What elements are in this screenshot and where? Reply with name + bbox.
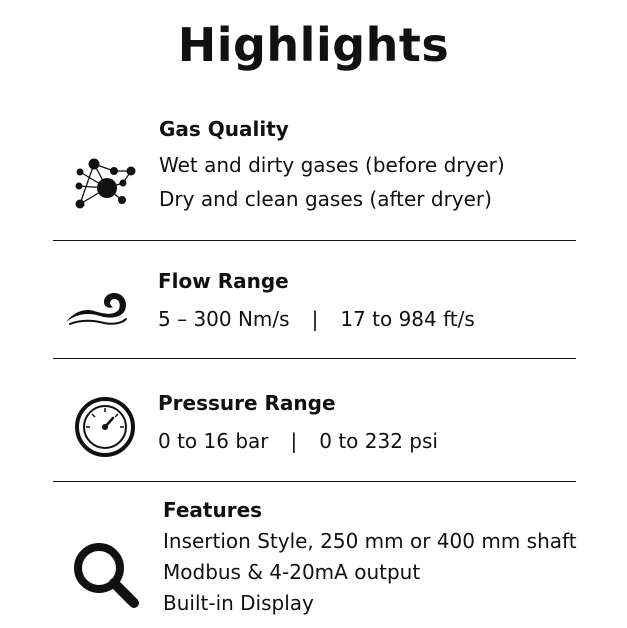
value-separator: | bbox=[290, 429, 298, 453]
pressure-range-metric: 0 to 16 bar bbox=[158, 429, 269, 453]
section-heading: Flow Range bbox=[158, 269, 289, 293]
section-heading: Pressure Range bbox=[158, 391, 336, 415]
feature-item: Insertion Style, 250 mm or 400 mm shaft bbox=[163, 529, 577, 553]
value-separator: | bbox=[311, 307, 319, 331]
flow-range-values bbox=[158, 307, 475, 331]
flow-range-imperial: 17 to 984 ft/s bbox=[340, 307, 475, 331]
divider bbox=[53, 240, 576, 241]
pressure-range-imperial: 0 to 232 psi bbox=[319, 429, 438, 453]
search-icon bbox=[72, 541, 142, 611]
section-heading: Gas Quality bbox=[159, 117, 289, 141]
pressure-range-values bbox=[158, 429, 438, 453]
gauge-icon bbox=[74, 396, 136, 458]
section-text-line: Dry and clean gases (after dryer) bbox=[159, 187, 492, 211]
divider bbox=[53, 481, 576, 482]
section-text-line: Wet and dirty gases (before dryer) bbox=[159, 153, 505, 177]
feature-item: Modbus & 4-20mA output bbox=[163, 560, 421, 584]
feature-item: Built-in Display bbox=[163, 591, 314, 615]
molecule-icon bbox=[70, 156, 140, 212]
wave-icon bbox=[64, 290, 130, 328]
section-heading: Features bbox=[163, 498, 263, 522]
divider bbox=[53, 358, 576, 359]
page-title: Highlights bbox=[177, 18, 450, 72]
flow-range-metric: 5 – 300 Nm/s bbox=[158, 307, 290, 331]
